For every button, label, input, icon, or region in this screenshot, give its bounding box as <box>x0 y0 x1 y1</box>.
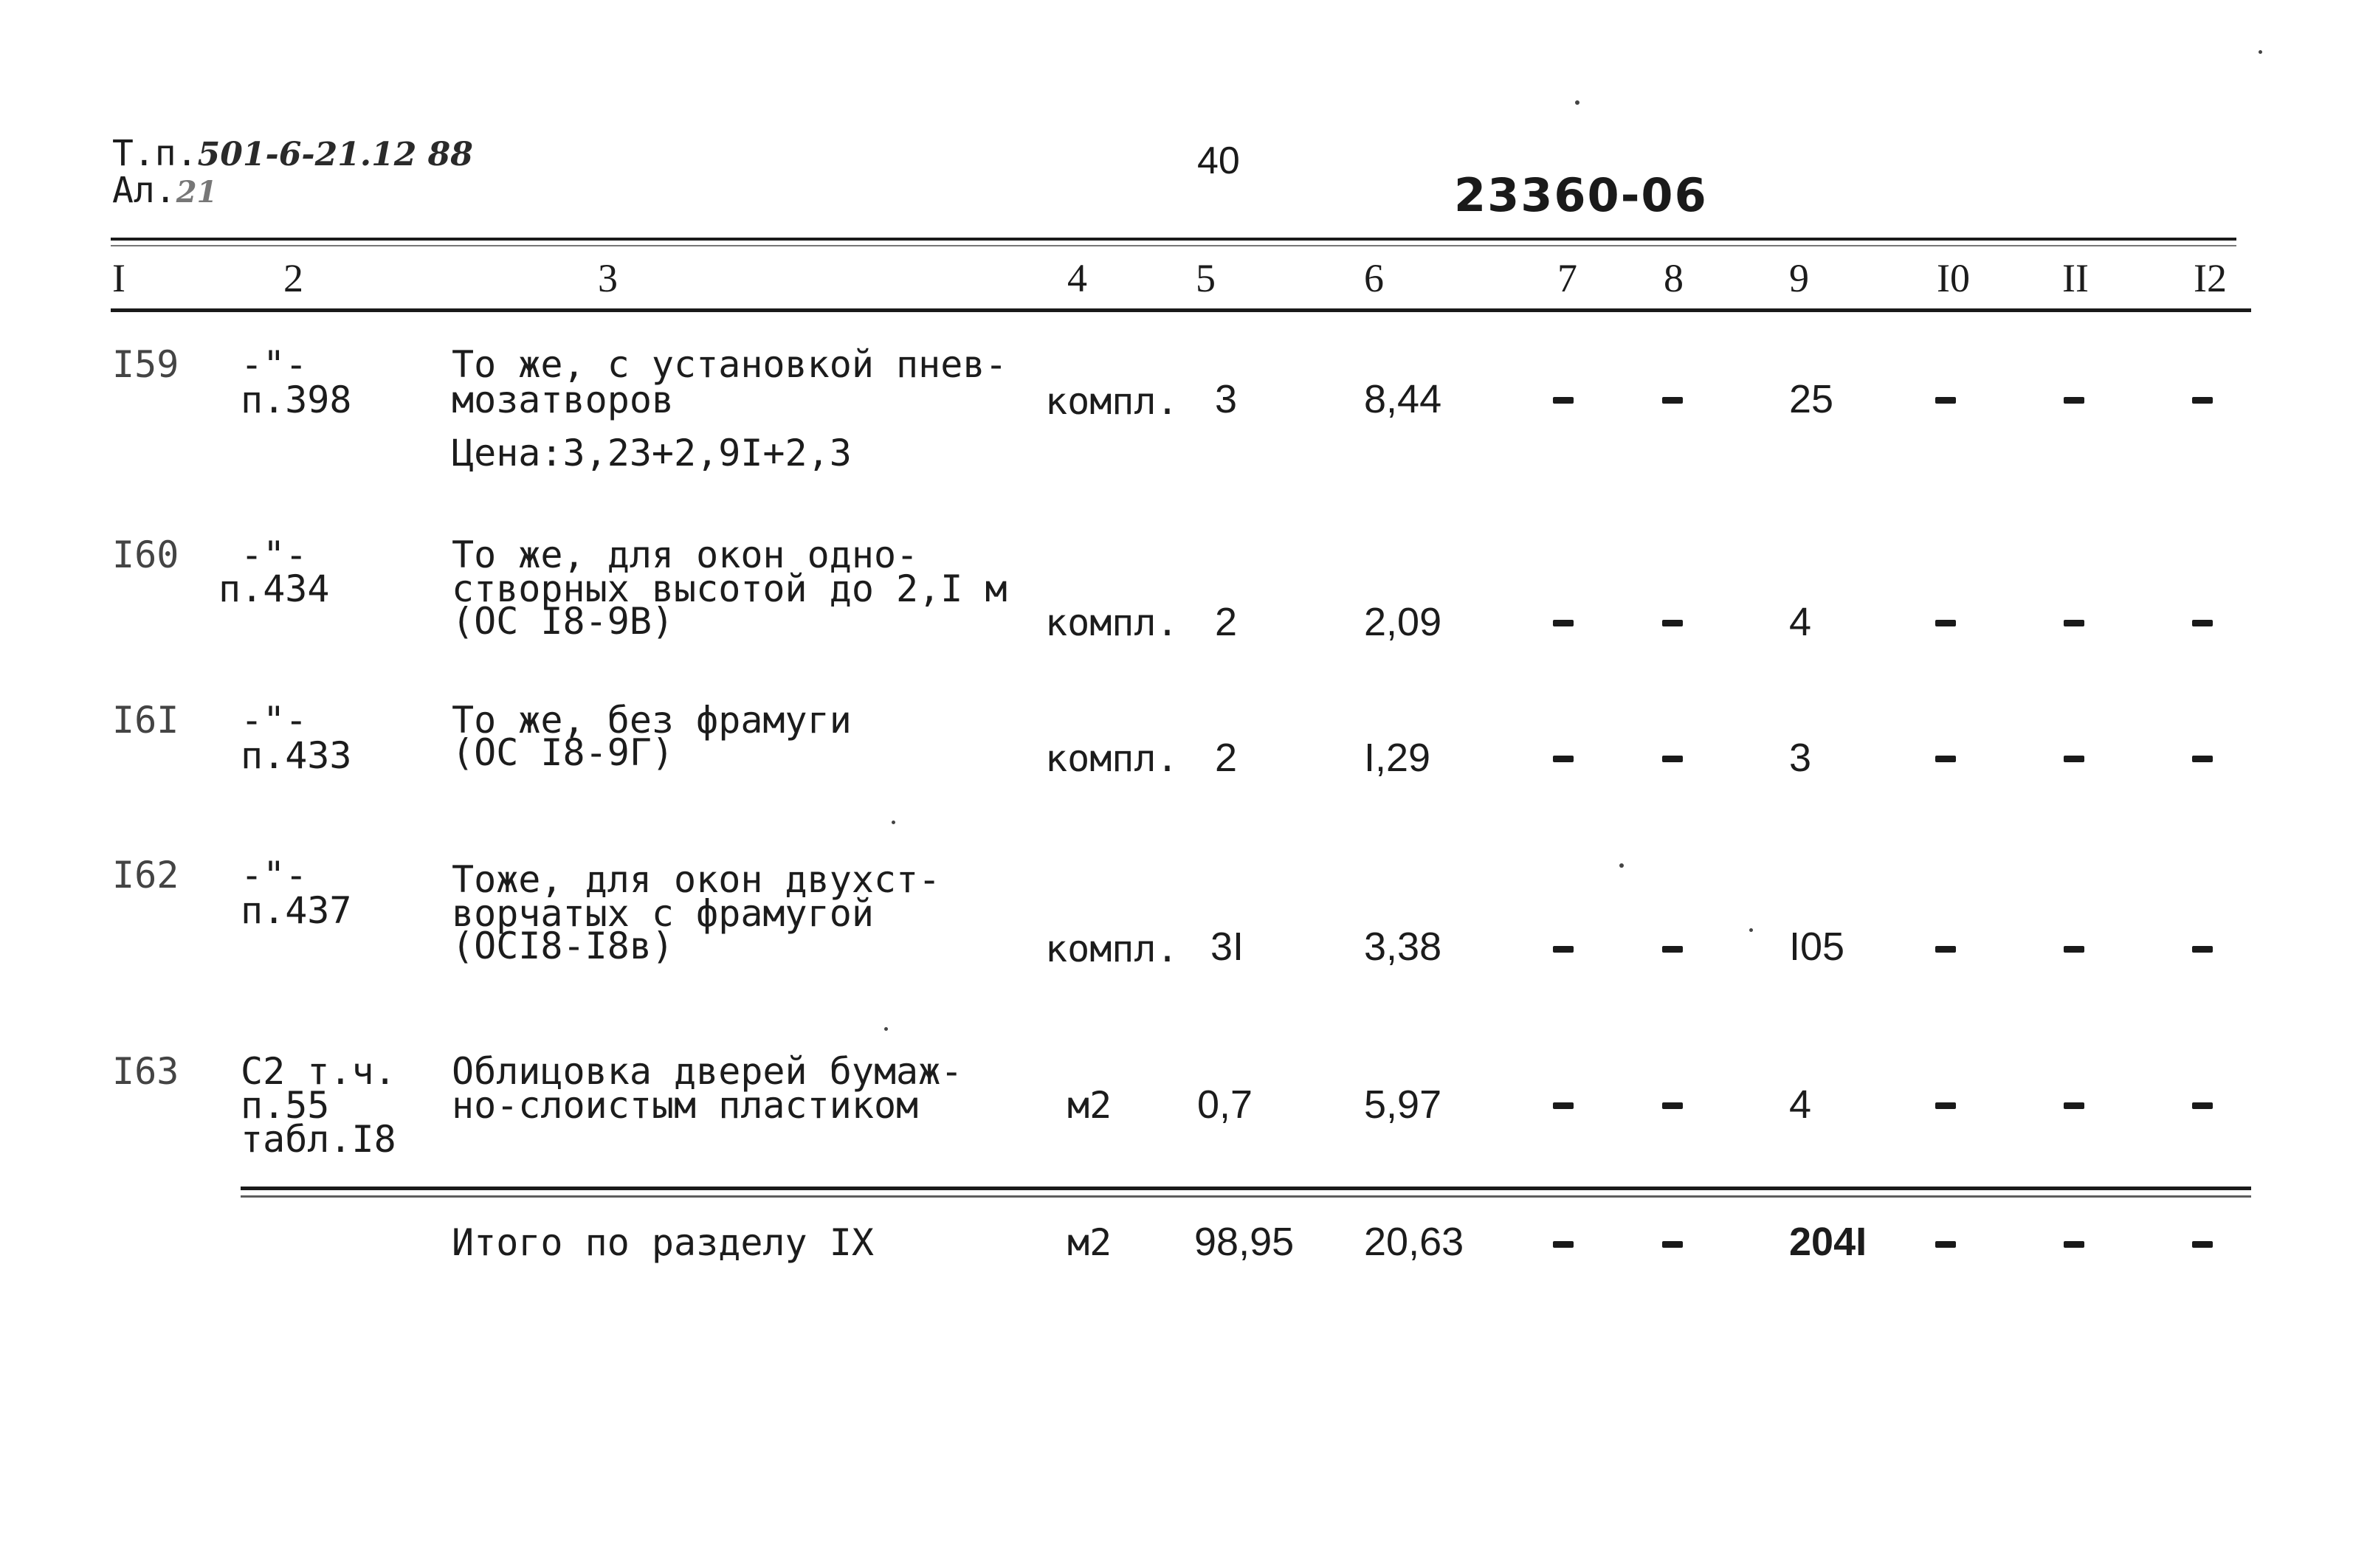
reference-line: п.434 <box>218 567 330 610</box>
reference-line: табл.I8 <box>241 1118 396 1161</box>
column-number: 2 <box>283 256 303 300</box>
quantity-cell: 0,7 <box>1197 1082 1253 1127</box>
empty-cell-dash <box>2064 756 2084 762</box>
unit-cell: компл. <box>1045 380 1179 423</box>
empty-cell-dash <box>1662 397 1683 404</box>
stray-dot <box>892 821 895 824</box>
description-line: но-слоистым пластиком <box>452 1084 919 1127</box>
empty-cell-dash <box>1553 1102 1574 1109</box>
reference-line: п.55 <box>241 1084 330 1127</box>
price-cell: 3,38 <box>1364 925 1442 969</box>
al-handwritten-number: 21 <box>176 175 218 210</box>
description-line: (ОС I8-9В) <box>452 600 675 643</box>
row-number: I59 <box>112 343 179 386</box>
price-cell: I,29 <box>1364 736 1431 780</box>
column-number: I2 <box>2194 256 2227 300</box>
stray-dot <box>884 1027 888 1031</box>
description-line: (ОС I8-9Г) <box>452 731 675 774</box>
reference-line: -"- <box>241 533 308 576</box>
empty-cell-dash <box>2192 1102 2213 1109</box>
description-line: Облицовка дверей бумаж- <box>452 1050 963 1093</box>
column-9-cell: 4 <box>1789 600 1812 644</box>
row-number: I63 <box>112 1050 179 1093</box>
stray-dot <box>1575 100 1579 105</box>
description-line: мозатворов <box>452 379 675 421</box>
page-number: 40 <box>1197 139 1240 182</box>
column-number: I <box>112 256 125 300</box>
column-header-rule <box>111 308 2251 312</box>
column-9-cell: I05 <box>1789 925 1845 969</box>
column-number: 9 <box>1789 256 1809 300</box>
total-label: Итого по разделу IX <box>452 1221 874 1264</box>
description-line: То же, без фрамуги <box>452 699 852 742</box>
empty-cell-dash <box>2064 946 2084 953</box>
column-number: I0 <box>1937 256 1970 300</box>
reference-line: п.398 <box>241 379 352 421</box>
empty-cell-dash <box>2192 397 2213 404</box>
empty-cell-dash <box>2064 1241 2084 1248</box>
reference-line: -"- <box>241 699 308 742</box>
empty-cell-dash <box>1553 1241 1574 1248</box>
column-number: 7 <box>1557 256 1577 300</box>
quantity-cell: 2 <box>1215 736 1238 780</box>
empty-cell-dash <box>1935 1102 1956 1109</box>
column-number: 4 <box>1067 256 1087 300</box>
empty-cell-dash <box>1935 946 1956 953</box>
tp-prefix: Т.п. <box>112 133 198 174</box>
price-cell: 5,97 <box>1364 1082 1442 1127</box>
empty-cell-dash <box>1553 756 1574 762</box>
empty-cell-dash <box>1662 1102 1683 1109</box>
description-line: ворчатых с фрамугой <box>452 892 874 935</box>
row-number: I6I <box>112 699 179 742</box>
price-cell: 20,63 <box>1364 1220 1464 1264</box>
empty-cell-dash <box>1935 1241 1956 1248</box>
column-number: 3 <box>598 256 618 300</box>
empty-cell-dash <box>2192 946 2213 953</box>
description-line: створных высотой до 2,I м <box>452 567 1007 610</box>
row-number: I60 <box>112 533 179 576</box>
unit-cell: компл. <box>1045 601 1179 644</box>
empty-cell-dash <box>1553 946 1574 953</box>
quantity-cell: 3 <box>1215 377 1238 421</box>
stray-dot <box>1749 928 1753 932</box>
quantity-cell: 3I <box>1210 925 1244 969</box>
empty-cell-dash <box>2192 756 2213 762</box>
empty-cell-dash <box>1935 620 1956 626</box>
al-label <box>112 170 218 211</box>
empty-cell-dash <box>1662 756 1683 762</box>
column-number: 5 <box>1196 256 1216 300</box>
description-line: То же, для окон одно- <box>452 533 919 576</box>
column-number: 6 <box>1364 256 1384 300</box>
quantity-cell: 98,95 <box>1194 1220 1295 1264</box>
reference-line: п.433 <box>241 734 352 777</box>
column-9-cell: 4 <box>1789 1082 1812 1127</box>
empty-cell-dash <box>2064 620 2084 626</box>
table-top-rule-thin <box>111 245 2236 246</box>
description-line: То же, с установкой пнев- <box>452 343 1007 386</box>
column-number: 8 <box>1664 256 1684 300</box>
total-rule <box>241 1187 2251 1190</box>
unit-cell: м2 <box>1067 1221 1112 1264</box>
empty-cell-dash <box>2064 397 2084 404</box>
description-line: Тоже, для окон двухст- <box>452 858 941 901</box>
total-rule-thin <box>241 1195 2251 1198</box>
unit-cell: компл. <box>1045 928 1179 970</box>
empty-cell-dash <box>1553 397 1574 404</box>
empty-cell-dash <box>1935 397 1956 404</box>
tp-handwritten-number: 501-6-21.12 88 <box>197 136 473 173</box>
row-number: I62 <box>112 854 179 897</box>
empty-cell-dash <box>2192 620 2213 626</box>
empty-cell-dash <box>1662 946 1683 953</box>
unit-cell: м2 <box>1067 1084 1112 1127</box>
tp-label <box>112 133 473 174</box>
stray-dot <box>2259 50 2262 54</box>
column-9-cell: 3 <box>1789 736 1812 780</box>
price-cell: 2,09 <box>1364 600 1442 644</box>
stray-dot <box>1619 863 1624 868</box>
column-9-cell: 204I <box>1789 1220 1867 1264</box>
column-number: II <box>2062 256 2089 300</box>
price-note: Цена:3,23+2,9I+2,3 <box>452 432 852 474</box>
reference-line: п.437 <box>241 889 352 932</box>
reference-line: С2 т.ч. <box>241 1050 396 1093</box>
table-top-rule <box>111 238 2236 241</box>
price-cell: 8,44 <box>1364 377 1442 421</box>
al-prefix: Ал. <box>112 170 176 211</box>
quantity-cell: 2 <box>1215 600 1238 644</box>
empty-cell-dash <box>1662 620 1683 626</box>
unit-cell: компл. <box>1045 737 1179 780</box>
empty-cell-dash <box>2192 1241 2213 1248</box>
empty-cell-dash <box>1553 620 1574 626</box>
document-number: 23360-06 <box>1454 168 1708 222</box>
empty-cell-dash <box>1662 1241 1683 1248</box>
empty-cell-dash <box>1935 756 1956 762</box>
empty-cell-dash <box>2064 1102 2084 1109</box>
reference-line: -"- <box>241 854 308 897</box>
reference-line: -"- <box>241 343 308 386</box>
description-line: (ОСI8-I8в) <box>452 925 675 967</box>
column-9-cell: 25 <box>1789 377 1834 421</box>
